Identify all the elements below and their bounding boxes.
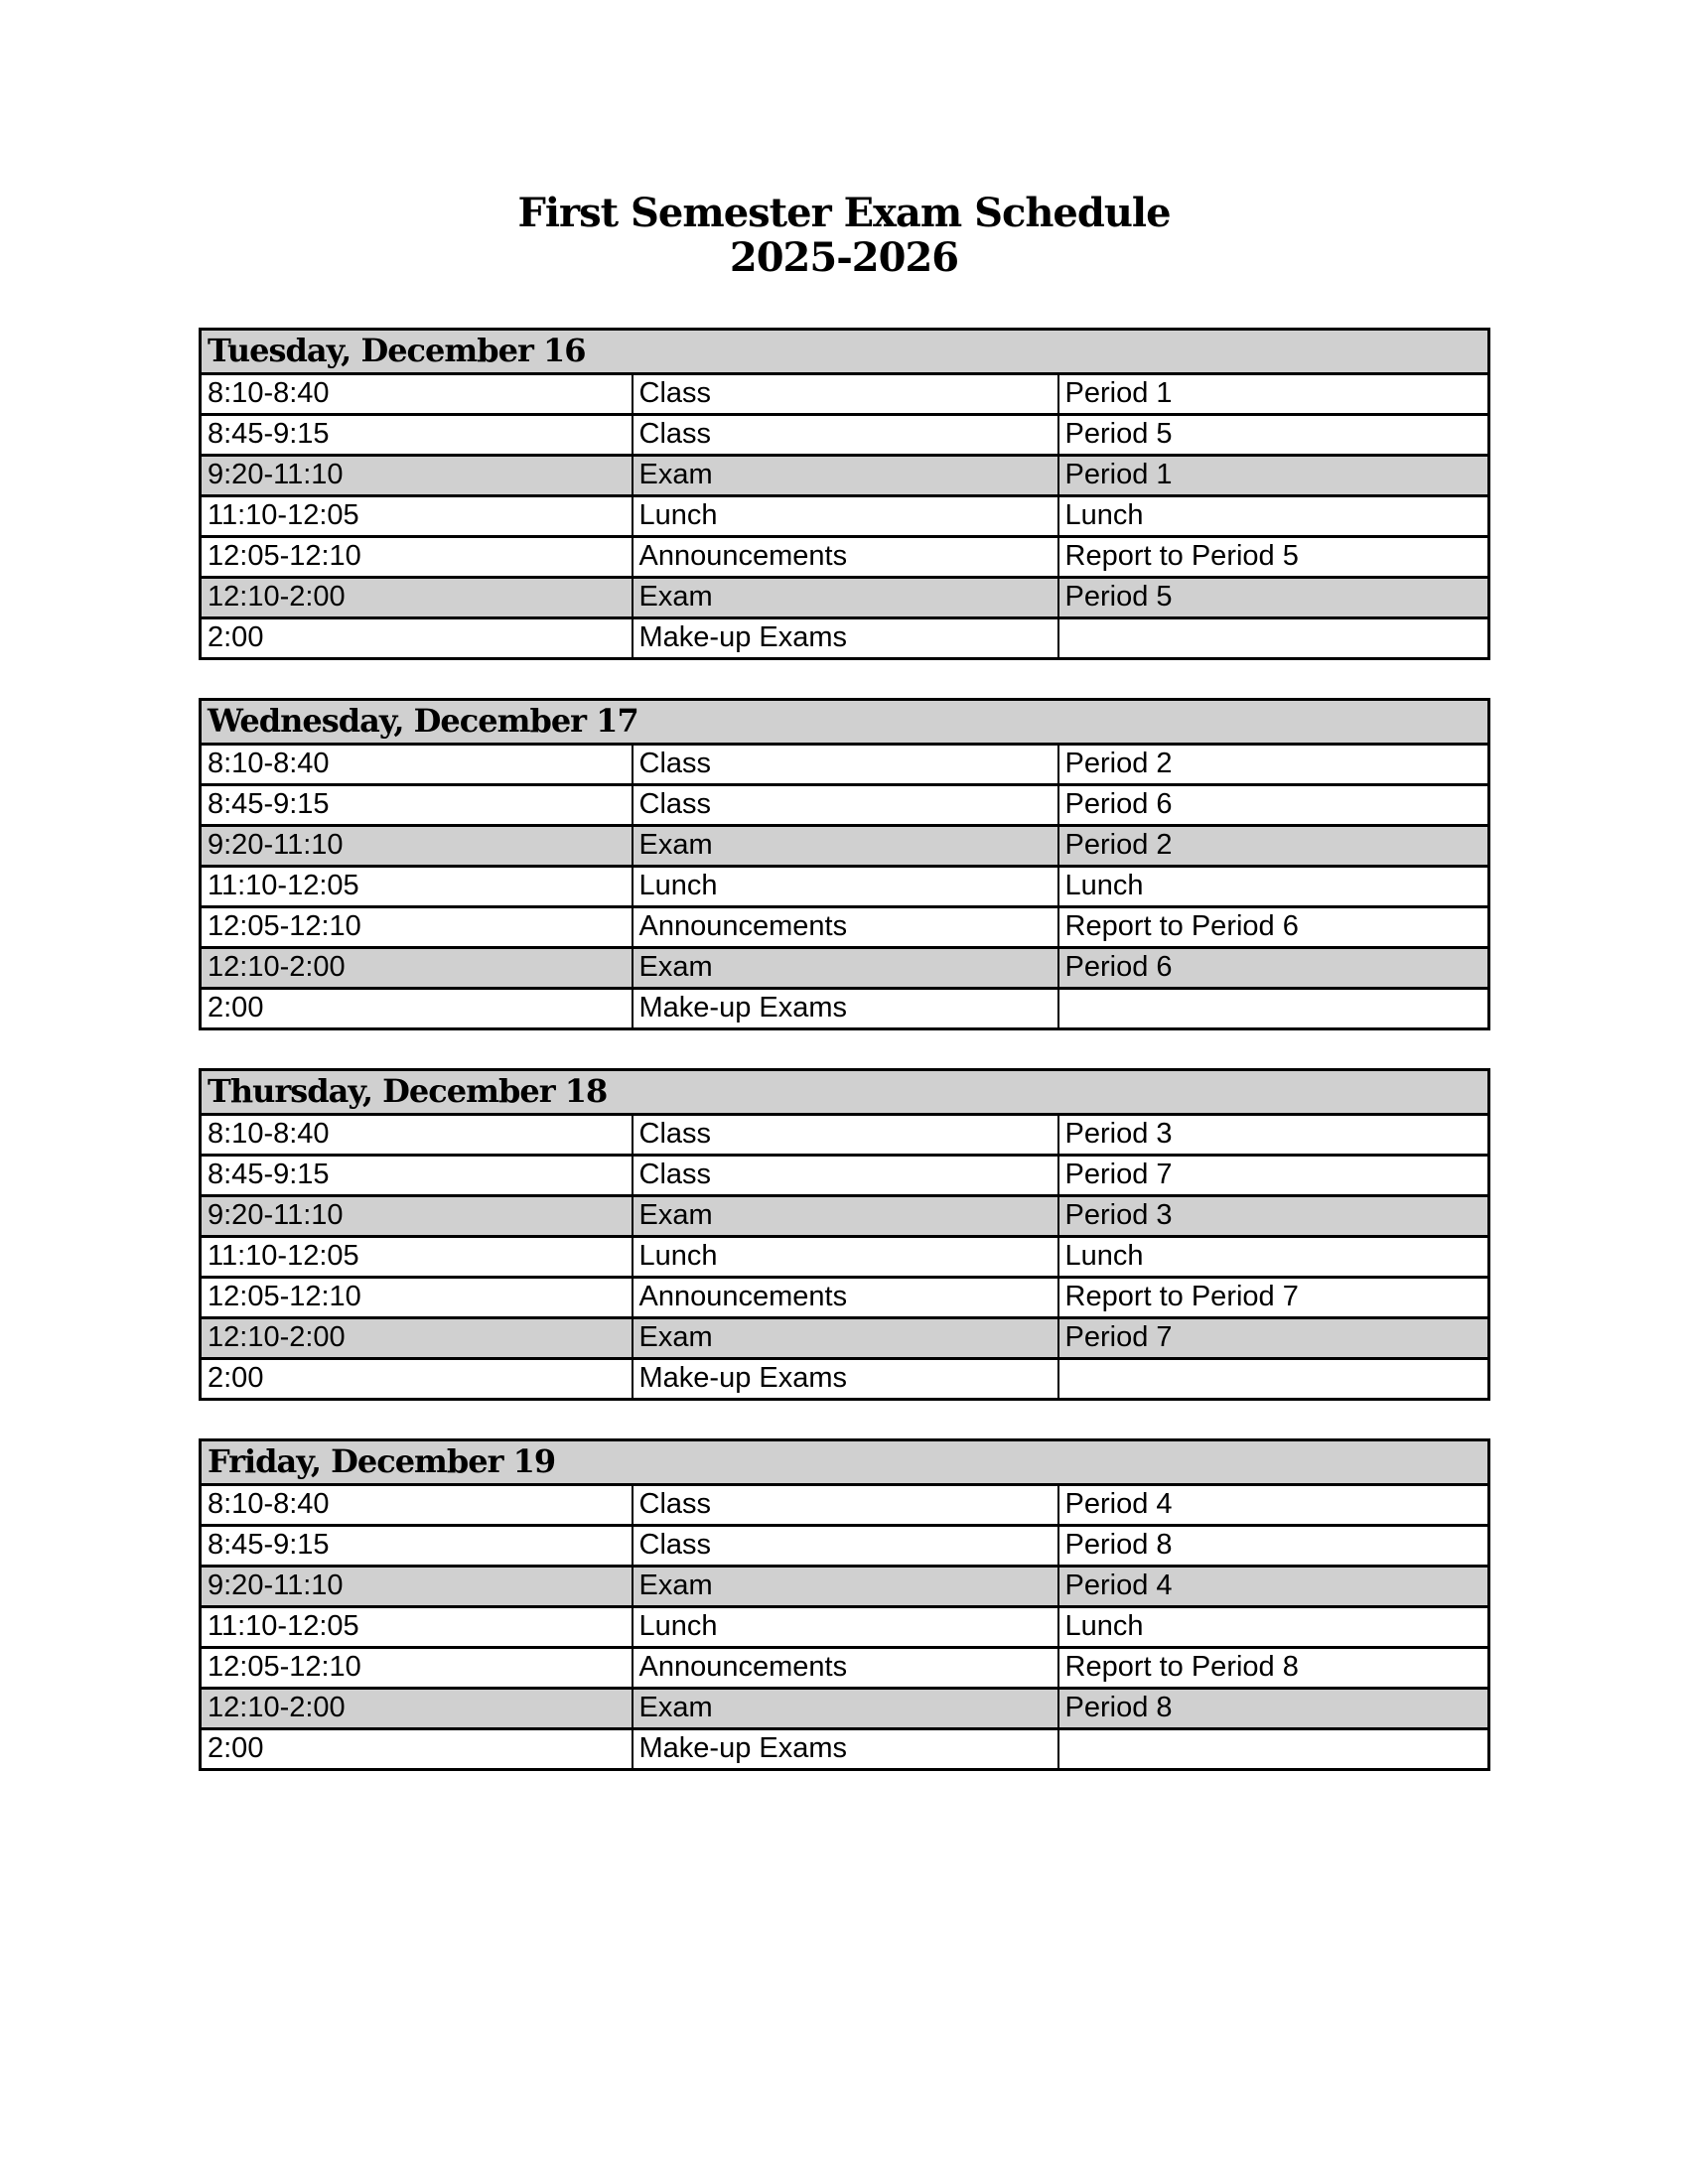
table-row xyxy=(201,1115,1489,1156)
table-row xyxy=(201,907,1489,948)
table-row xyxy=(201,1278,1489,1318)
time-cell: 9:20-11:10 xyxy=(201,1567,633,1607)
period-cell xyxy=(1058,618,1489,659)
time-cell: 9:20-11:10 xyxy=(201,826,633,867)
period-cell: Lunch xyxy=(1058,867,1489,907)
time-cell: 11:10-12:05 xyxy=(201,1237,633,1278)
activity-cell: Exam xyxy=(633,1689,1058,1729)
time-cell: 8:45-9:15 xyxy=(201,785,633,826)
period-cell: Period 3 xyxy=(1058,1115,1489,1156)
time-cell: 12:05-12:10 xyxy=(201,537,633,578)
time-cell: 12:10-2:00 xyxy=(201,1318,633,1359)
table-row xyxy=(201,745,1489,785)
activity-cell: Exam xyxy=(633,948,1058,989)
day-header-row xyxy=(201,330,1489,374)
activity-cell: Exam xyxy=(633,1318,1058,1359)
time-cell: 8:45-9:15 xyxy=(201,415,633,456)
table-row xyxy=(201,496,1489,537)
exam-day-table-tuesday xyxy=(199,328,1490,660)
period-cell: Period 5 xyxy=(1058,415,1489,456)
time-cell: 8:10-8:40 xyxy=(201,745,633,785)
time-cell: 8:45-9:15 xyxy=(201,1156,633,1196)
activity-cell: Class xyxy=(633,1485,1058,1526)
time-cell: 9:20-11:10 xyxy=(201,456,633,496)
table-row xyxy=(201,456,1489,496)
period-cell xyxy=(1058,1729,1489,1770)
period-cell: Period 3 xyxy=(1058,1196,1489,1237)
time-cell: 9:20-11:10 xyxy=(201,1196,633,1237)
time-cell: 2:00 xyxy=(201,989,633,1029)
table-row xyxy=(201,948,1489,989)
time-cell: 12:05-12:10 xyxy=(201,1278,633,1318)
period-cell: Period 2 xyxy=(1058,826,1489,867)
day-header-row xyxy=(201,1440,1489,1485)
table-row xyxy=(201,1237,1489,1278)
time-cell: 12:10-2:00 xyxy=(201,578,633,618)
period-cell: Period 1 xyxy=(1058,456,1489,496)
time-cell: 2:00 xyxy=(201,1359,633,1400)
activity-cell: Class xyxy=(633,1115,1058,1156)
table-row xyxy=(201,1196,1489,1237)
time-cell: 8:45-9:15 xyxy=(201,1526,633,1567)
period-cell: Period 8 xyxy=(1058,1689,1489,1729)
period-cell: Report to Period 6 xyxy=(1058,907,1489,948)
period-cell: Period 7 xyxy=(1058,1318,1489,1359)
time-cell: 8:10-8:40 xyxy=(201,374,633,415)
activity-cell: Lunch xyxy=(633,1237,1058,1278)
exam-day-table-wednesday xyxy=(199,698,1490,1030)
activity-cell: Lunch xyxy=(633,496,1058,537)
table-row xyxy=(201,1648,1489,1689)
time-cell: 11:10-12:05 xyxy=(201,1607,633,1648)
period-cell: Period 4 xyxy=(1058,1485,1489,1526)
time-cell: 12:05-12:10 xyxy=(201,907,633,948)
table-row xyxy=(201,618,1489,659)
activity-cell: Class xyxy=(633,415,1058,456)
time-cell: 11:10-12:05 xyxy=(201,496,633,537)
activity-cell: Make-up Exams xyxy=(633,1729,1058,1770)
day-header: Friday, December 19 xyxy=(201,1440,1489,1485)
exam-day-table-friday xyxy=(199,1438,1490,1771)
table-row xyxy=(201,1526,1489,1567)
day-header-row xyxy=(201,700,1489,745)
activity-cell: Class xyxy=(633,1156,1058,1196)
time-cell: 2:00 xyxy=(201,618,633,659)
table-row xyxy=(201,415,1489,456)
table-row xyxy=(201,1567,1489,1607)
page-title xyxy=(0,191,1688,280)
period-cell xyxy=(1058,989,1489,1029)
table-row xyxy=(201,374,1489,415)
time-cell: 8:10-8:40 xyxy=(201,1485,633,1526)
period-cell: Period 4 xyxy=(1058,1567,1489,1607)
period-cell: Lunch xyxy=(1058,496,1489,537)
period-cell: Period 5 xyxy=(1058,578,1489,618)
activity-cell: Exam xyxy=(633,826,1058,867)
activity-cell: Make-up Exams xyxy=(633,618,1058,659)
table-row xyxy=(201,1318,1489,1359)
table-row xyxy=(201,1729,1489,1770)
activity-cell: Class xyxy=(633,1526,1058,1567)
table-row xyxy=(201,1359,1489,1400)
activity-cell: Announcements xyxy=(633,907,1058,948)
table-row xyxy=(201,989,1489,1029)
period-cell: Lunch xyxy=(1058,1607,1489,1648)
period-cell: Period 7 xyxy=(1058,1156,1489,1196)
activity-cell: Class xyxy=(633,785,1058,826)
table-row xyxy=(201,867,1489,907)
table-row xyxy=(201,537,1489,578)
table-row xyxy=(201,1485,1489,1526)
activity-cell: Make-up Exams xyxy=(633,1359,1058,1400)
day-header: Wednesday, December 17 xyxy=(201,700,1489,745)
exam-day-table-thursday xyxy=(199,1068,1490,1401)
period-cell: Report to Period 8 xyxy=(1058,1648,1489,1689)
time-cell: 2:00 xyxy=(201,1729,633,1770)
day-header-row xyxy=(201,1070,1489,1115)
time-cell: 12:10-2:00 xyxy=(201,1689,633,1729)
table-row xyxy=(201,1607,1489,1648)
activity-cell: Exam xyxy=(633,1567,1058,1607)
table-row xyxy=(201,1689,1489,1729)
page-title-line2: 2025-2026 xyxy=(729,234,959,281)
activity-cell: Announcements xyxy=(633,1278,1058,1318)
activity-cell: Exam xyxy=(633,578,1058,618)
table-row xyxy=(201,578,1489,618)
table-row xyxy=(201,1156,1489,1196)
time-cell: 11:10-12:05 xyxy=(201,867,633,907)
activity-cell: Exam xyxy=(633,456,1058,496)
period-cell: Period 6 xyxy=(1058,785,1489,826)
activity-cell: Lunch xyxy=(633,867,1058,907)
period-cell: Period 6 xyxy=(1058,948,1489,989)
activity-cell: Make-up Exams xyxy=(633,989,1058,1029)
page-title-line1: First Semester Exam Schedule xyxy=(517,190,1171,236)
activity-cell: Exam xyxy=(633,1196,1058,1237)
period-cell xyxy=(1058,1359,1489,1400)
period-cell: Report to Period 5 xyxy=(1058,537,1489,578)
period-cell: Period 1 xyxy=(1058,374,1489,415)
period-cell: Report to Period 7 xyxy=(1058,1278,1489,1318)
day-header: Thursday, December 18 xyxy=(201,1070,1489,1115)
time-cell: 12:10-2:00 xyxy=(201,948,633,989)
activity-cell: Announcements xyxy=(633,537,1058,578)
period-cell: Lunch xyxy=(1058,1237,1489,1278)
day-header: Tuesday, December 16 xyxy=(201,330,1489,374)
activity-cell: Lunch xyxy=(633,1607,1058,1648)
table-row xyxy=(201,785,1489,826)
time-cell: 8:10-8:40 xyxy=(201,1115,633,1156)
period-cell: Period 8 xyxy=(1058,1526,1489,1567)
activity-cell: Class xyxy=(633,374,1058,415)
table-row xyxy=(201,826,1489,867)
time-cell: 12:05-12:10 xyxy=(201,1648,633,1689)
activity-cell: Class xyxy=(633,745,1058,785)
activity-cell: Announcements xyxy=(633,1648,1058,1689)
period-cell: Period 2 xyxy=(1058,745,1489,785)
